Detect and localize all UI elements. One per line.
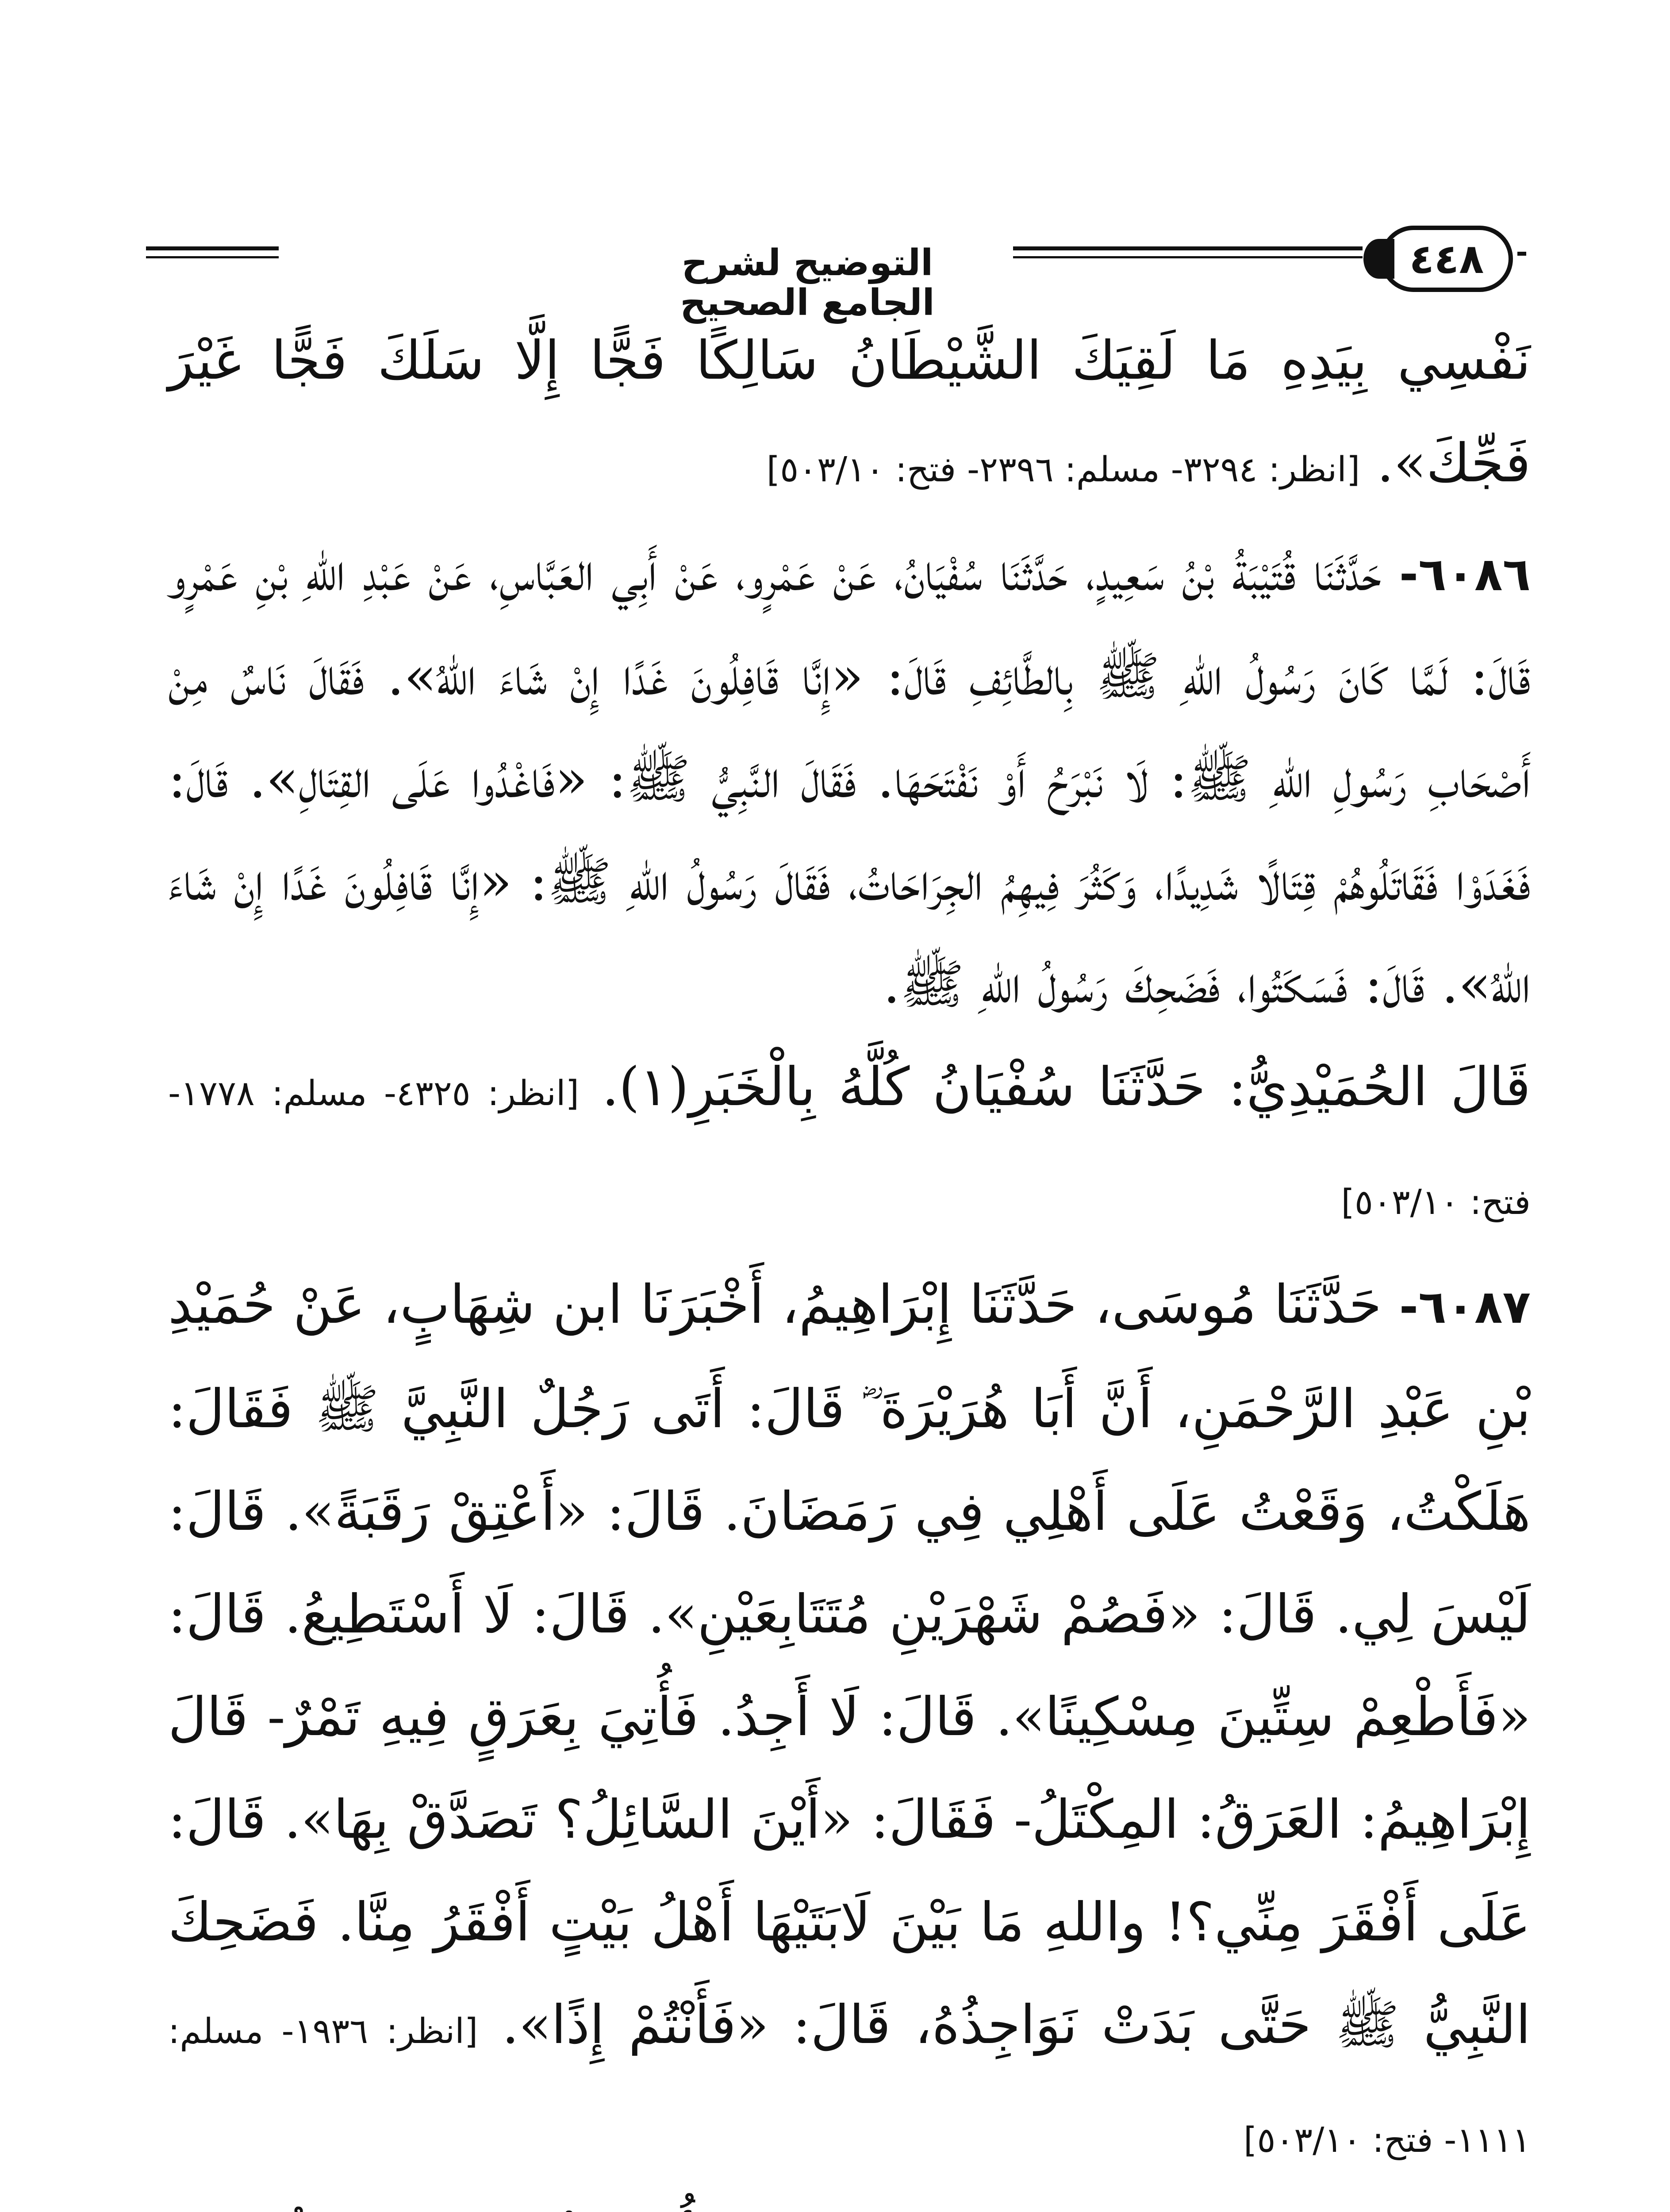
header-rule-middle-bottom [1013,256,1363,258]
header-rule-left-bottom [146,256,279,258]
hadith-text: حَدَّثَنَا قُتَيْبَةُ بْنُ سَعِيدٍ، حَدَّثَنَا سُفْيَانُ، عَنْ عَمْرٍو، عَنْ أَبِي العَبَّاسِ، عَنْ عَبْدِ اللهِ بْنِ عَمْرٍو قَالَ: لَمَّا كَانَ رَسُولُ اللهِ ﷺ بِالطَّائِفِ قَالَ: «إِنَّا قَافِلُونَ غَدًا إِنْ شَاءَ اللهُ». فَقَالَ نَاسٌ مِنْ أَصْحَابِ رَسُولِ اللهِ ﷺ: لَا نَبْرَحُ أَوْ نَفْتَحَهَا. فَقَالَ النَّبِيُّ ﷺ: «فَاغْدُوا عَلَى القِتَالِ». قَالَ: فَغَدَوْا فَقَاتَلُوهُمْ قِتَالًا شَدِيدًا، وَكَثُرَ فِيهِمُ الجِرَاحَاتُ، فَقَالَ رَسُولُ اللهِ ﷺ: «إِنَّا قَافِلُونَ غَدًا إِنْ شَاءَ اللهُ». قَالَ: فَسَكَتُوا، فَضَحِكَ رَسُولُ اللهِ ﷺ. [168,541,1531,1015]
hadith-number: ٦٠٨٦- [1399,547,1531,601]
paragraph-continuation [168,310,1531,521]
hadith-text: قَالَ الحُمَيْدِيُّ: حَدَّثَنَا سُفْيَانُ كُلَّهُ بِالْخَبَرِ(١). [602,1056,1531,1118]
hadith-6088 [168,2192,1531,2212]
main-text [168,310,1531,2212]
page-number: ٤٤٨ [1380,226,1513,292]
hadith-text: نَفْسِي بِيَدِهِ مَا لَقِيَكَ الشَّيْطَانُ سَالِكًا فَجًّا إِلَّا سَلَكَ فَجًّا غَيْرَ فَجِّكَ». [168,330,1531,494]
hadith-number: ٦٠٨٧- [1399,1280,1531,1334]
header-rule-middle-top [1013,246,1363,250]
cross-reference: [انظر: ٣٢٩٤- مسلم: ٢٣٩٦- فتح: ٥٠٣/١٠] [766,450,1360,490]
cross-reference: [انظر: ٤٣٢٥- مسلم: ١٧٧٨- فتح: ٥٠٣/١٠] [168,1074,1531,1222]
header-rule-left-top [146,246,279,250]
running-header [146,219,1526,324]
humaydi-note [168,1036,1531,1254]
book-title: التوضيح لشرح الجامع الصحيح [680,242,935,324]
header-rule-right [1517,252,1526,256]
cross-reference: [انظر: ١٩٣٦- مسلم: ١١١١- فتح: ٥٠٣/١٠] [168,2012,1531,2160]
hadith-6086 [168,521,1531,1036]
hadith-6087 [168,1254,1531,2192]
hadith-text: حَدَّثَنَا مُوسَى، حَدَّثَنَا إِبْرَاهِيمُ، أَخْبَرَنَا ابن شِهَابٍ، عَنْ حُمَيْدِ بْنِ عَبْدِ الرَّحْمَنِ، أَنَّ أَبَا هُرَيْرَةَ ؓ قَالَ: أَتَى رَجُلٌ النَّبِيَّ ﷺ فَقَالَ: هَلَكْتُ، وَقَعْتُ عَلَى أَهْلِي فِي رَمَضَانَ. قَالَ: «أَعْتِقْ رَقَبَةً». قَالَ: لَيْسَ لِي. قَالَ: «فَصُمْ شَهْرَيْنِ مُتَتَابِعَيْنِ». قَالَ: لَا أَسْتَطِيعُ. قَالَ: «فَأَطْعِمْ سِتِّينَ مِسْكِينًا». قَالَ: لَا أَجِدُ. فَأُتِيَ بِعَرَقٍ فِيهِ تَمْرٌ- قَالَ إِبْرَاهِيمُ: العَرَقُ: المِكْتَلُ- فَقَالَ: «أَيْنَ السَّائِلُ؟ تَصَدَّقْ بِهَا». قَالَ: عَلَى أَفْقَرَ مِنِّي؟! واللهِ مَا بَيْنَ لَابَتَيْهَا أَهْلُ بَيْتٍ أَفْقَرُ مِنَّا. فَضَحِكَ النَّبِيُّ ﷺ حَتَّى بَدَتْ نَوَاجِذُهُ، قَالَ: «فَأَنْتُمْ إِذًا». [168,1274,1531,2056]
